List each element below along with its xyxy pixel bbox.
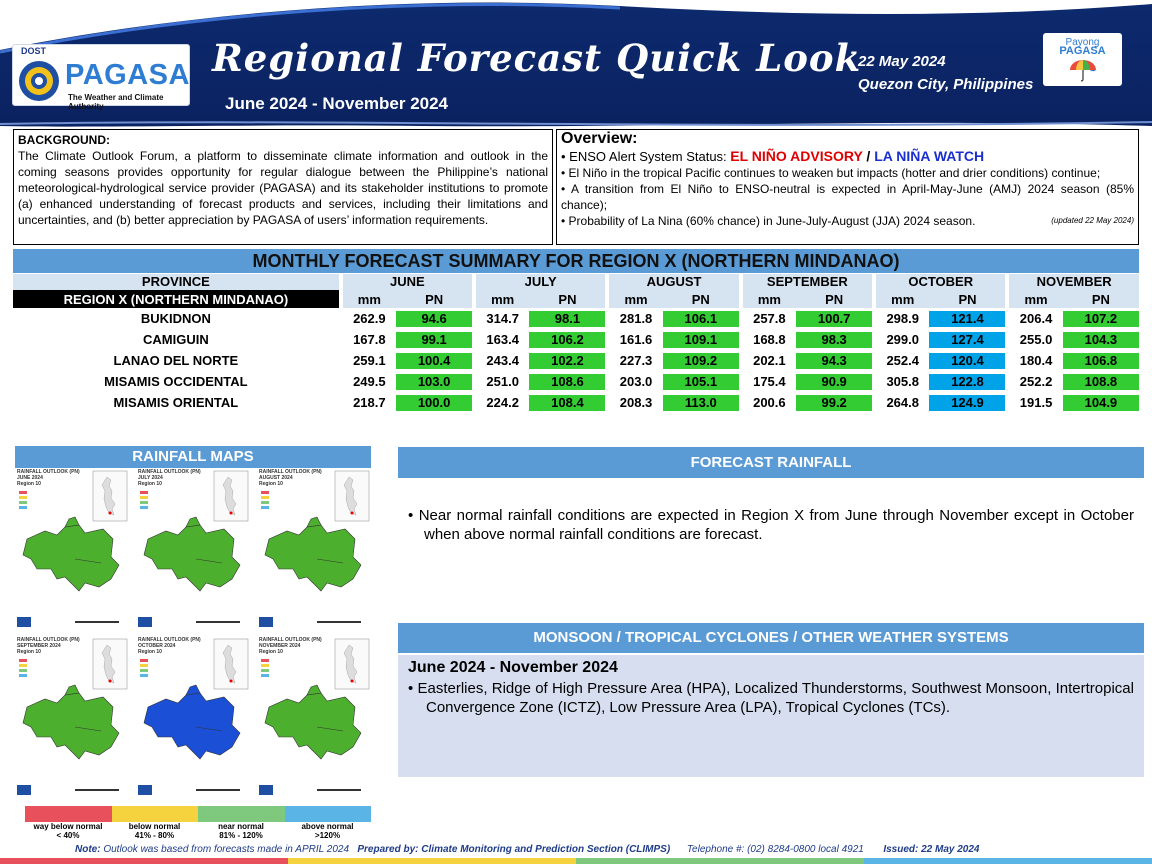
overview-title: Overview: (561, 130, 638, 147)
monsoon-title: MONSOON / TROPICAL CYCLONES / OTHER WEATHER SYSTEMS (398, 623, 1144, 653)
unit-header-row (13, 290, 1139, 308)
pn-value: 109.2 (663, 353, 739, 369)
legend-category: below normal (128, 822, 181, 831)
mm-header: mm (476, 290, 530, 308)
rainfall-legend (25, 806, 371, 822)
legend-swatch (25, 806, 112, 822)
mm-cell: 305.8 (886, 374, 919, 389)
mm-cell: 264.8 (886, 395, 919, 410)
background-title: BACKGROUND: (18, 133, 110, 147)
legend-label (198, 822, 284, 840)
pn-value: 94.6 (396, 311, 472, 327)
mm-cell: 243.4 (486, 353, 519, 368)
background-text: The Climate Outlook Forum, a platform to disseminate climate information and outlook in the coming seasons provides opportunity for regular dialogue between the Philippine’s national meteorological-hydrological service provider (PAGASA) and its stakeholder institutions to promote (a) enhanced understanding of forecast products and services, including their limitations and uncertainties, and (b) better appreciation by PAGASA of users’ information requirements. (18, 149, 548, 227)
payong-pagasa-label: PAGASA (1059, 45, 1106, 57)
legend-category: way below normal (33, 822, 103, 831)
month-header-row (13, 274, 1139, 290)
issue-place: Quezon City, Philippines (858, 76, 1034, 93)
forecast-rainfall-text: • Near normal rainfall conditions are expected in Region X from June through November except in October when above normal rainfall conditions are forecast. (408, 507, 1134, 543)
pn-value: 106.2 (529, 332, 605, 348)
pn-value: 98.1 (529, 311, 605, 327)
pn-header: PN (529, 290, 605, 308)
pn-cell (929, 308, 1005, 329)
month-header: AUGUST (609, 274, 739, 290)
pn-value: 100.0 (396, 395, 472, 411)
pn-value: 121.4 (929, 311, 1005, 327)
page-title: Regional Forecast Quick Look (212, 36, 862, 80)
month-header: NOVEMBER (1009, 274, 1139, 290)
forecast-period: June 2024 - November 2024 (225, 94, 449, 113)
table-row (13, 329, 1139, 350)
pn-cell (396, 308, 472, 329)
enso-status-el-nino: EL NIÑO ADVISORY (730, 148, 863, 164)
legend-range: >120% (314, 831, 341, 840)
pn-cell (1063, 350, 1139, 371)
pn-value: 106.1 (663, 311, 739, 327)
pagasa-wordmark: PAGASA (65, 59, 190, 91)
rainfall-map-header: RAINFALL OUTLOOK (PN) JULY 2024 Region 10 (138, 469, 201, 487)
mm-cell: 227.3 (619, 353, 653, 368)
updated-note: (updated 22 May 2024) (1051, 216, 1134, 225)
legend-label (285, 822, 371, 840)
mm-cell: 203.0 (619, 374, 653, 389)
mm-cell: 224.2 (486, 395, 519, 410)
mm-header: mm (876, 290, 930, 308)
rainfall-map-header: RAINFALL OUTLOOK (PN) NOVEMBER 2024 Region 10 (259, 637, 322, 655)
pn-value: 102.2 (529, 353, 605, 369)
enso-status-label: • ENSO Alert System Status: (561, 149, 731, 164)
region-map-graphic (136, 637, 250, 799)
mm-cell: 191.5 (1019, 395, 1053, 410)
mm-cell: 299.0 (886, 332, 919, 347)
rainfall-maps-title: RAINFALL MAPS (15, 446, 371, 468)
pn-cell (929, 392, 1005, 413)
pn-cell (929, 371, 1005, 392)
overview-bullet: • Probability of La Nina (60% chance) in June-July-August (JJA) 2024 season. (561, 214, 976, 228)
overview-bullet: • A transition from El Niño to ENSO-neutral is expected in April-May-June (AMJ) 2024 season (85% chance); (561, 182, 1134, 212)
pn-cell (929, 329, 1005, 350)
province-cell: BUKIDNON (140, 311, 211, 326)
pn-cell (529, 329, 605, 350)
pn-value: 105.1 (663, 374, 739, 390)
region-map-graphic (136, 469, 250, 631)
enso-status-line (561, 148, 1134, 165)
enso-status-la-nina: LA NIÑA WATCH (874, 148, 985, 164)
payong-pagasa-logo (1043, 33, 1122, 86)
pn-value: 104.3 (1063, 332, 1139, 348)
mm-cell: 206.4 (1019, 311, 1053, 326)
pn-cell (529, 371, 605, 392)
enso-status-separator: / (862, 148, 875, 164)
rainfall-map-header: RAINFALL OUTLOOK (PN) SEPTEMBER 2024 Region 10 (17, 637, 80, 655)
pn-cell (396, 371, 472, 392)
forecast-table-body (13, 308, 1139, 413)
pn-value: 107.2 (1063, 311, 1139, 327)
mm-header: mm (609, 290, 663, 308)
payong-label: Payong (1065, 37, 1100, 48)
rainfall-map-header: RAINFALL OUTLOOK (PN) JUNE 2024 Region 10 (17, 469, 80, 487)
pn-value: 94.3 (796, 353, 872, 369)
overview-panel (556, 129, 1139, 245)
monsoon-panel (398, 655, 1144, 777)
pn-cell (796, 308, 872, 329)
pn-cell (396, 392, 472, 413)
table-row (13, 308, 1139, 329)
mm-cell: 218.7 (353, 395, 386, 410)
pn-cell (663, 350, 739, 371)
mm-cell: 161.6 (619, 332, 653, 347)
note-text: Outlook was based from forecasts made in APRIL 2024 (100, 844, 350, 855)
mm-cell: 252.4 (886, 353, 919, 368)
pn-value: 120.4 (929, 353, 1005, 369)
background-panel (13, 129, 553, 245)
mm-cell: 200.6 (753, 395, 786, 410)
pn-cell (1063, 329, 1139, 350)
pagasa-seal-icon (17, 59, 61, 103)
pn-cell (529, 350, 605, 371)
table-row (13, 392, 1139, 413)
pn-cell (796, 371, 872, 392)
table-row (13, 371, 1139, 392)
region-map-graphic (257, 469, 371, 631)
note-label: Note: (75, 844, 101, 855)
pn-value: 106.8 (1063, 353, 1139, 369)
rainfall-map (257, 637, 371, 799)
umbrella-icon (1068, 58, 1098, 82)
footer-color-bar (0, 858, 1152, 864)
mm-cell: 208.3 (619, 395, 653, 410)
pn-cell (1063, 308, 1139, 329)
region-map-graphic (257, 637, 371, 799)
pagasa-logo (12, 44, 190, 111)
pn-cell (663, 392, 739, 413)
pn-header: PN (929, 290, 1005, 308)
pn-value: 90.9 (796, 374, 872, 390)
mm-cell: 314.7 (486, 311, 519, 326)
pn-cell (1063, 371, 1139, 392)
mm-cell: 251.0 (486, 374, 519, 389)
legend-label (25, 822, 111, 840)
mm-header: mm (343, 290, 397, 308)
pn-value: 108.6 (529, 374, 605, 390)
pn-cell (1063, 392, 1139, 413)
legend-range: < 40% (56, 831, 80, 840)
mm-cell: 252.2 (1019, 374, 1053, 389)
month-header: SEPTEMBER (743, 274, 873, 290)
pn-value: 127.4 (929, 332, 1005, 348)
legend-range: 41% - 80% (134, 831, 175, 840)
pn-cell (929, 350, 1005, 371)
forecast-table-title: MONTHLY FORECAST SUMMARY FOR REGION X (NORTHERN MINDANAO) (13, 249, 1139, 273)
pn-header: PN (663, 290, 739, 308)
mm-cell: 175.4 (753, 374, 786, 389)
mm-cell: 257.8 (753, 311, 786, 326)
forecast-rainfall-title: FORECAST RAINFALL (398, 447, 1144, 478)
pn-value: 98.3 (796, 332, 872, 348)
dost-label: DOST (21, 46, 47, 56)
pn-value: 124.9 (929, 395, 1005, 411)
mm-cell: 281.8 (619, 311, 653, 326)
month-header: OCTOBER (876, 274, 1006, 290)
rainfall-map (15, 637, 129, 799)
mm-cell: 259.1 (353, 353, 386, 368)
pagasa-tagline: The Weather and Climate Authority (68, 93, 164, 111)
month-header: JULY (476, 274, 606, 290)
issued-date: Issued: 22 May 2024 (883, 844, 980, 855)
rainfall-map (15, 469, 129, 631)
pn-value: 103.0 (396, 374, 472, 390)
pn-cell (396, 350, 472, 371)
legend-label (112, 822, 198, 840)
mm-cell: 202.1 (753, 353, 786, 368)
pn-cell (663, 308, 739, 329)
monsoon-period: June 2024 - November 2024 (408, 659, 618, 676)
mm-cell: 163.4 (486, 332, 519, 347)
mm-cell: 255.0 (1019, 332, 1053, 347)
mm-cell: 180.4 (1019, 353, 1053, 368)
header-banner (0, 0, 1152, 128)
rainfall-map (136, 469, 250, 631)
mm-cell: 298.9 (886, 311, 919, 326)
province-cell: MISAMIS OCCIDENTAL (104, 374, 248, 389)
province-cell: MISAMIS ORIENTAL (113, 395, 239, 410)
legend-swatch (285, 806, 372, 822)
rainfall-map (136, 637, 250, 799)
pn-value: 100.4 (396, 353, 472, 369)
pn-cell (796, 350, 872, 371)
legend-range: 81% - 120% (219, 831, 263, 840)
rainfall-map-header: RAINFALL OUTLOOK (PN) OCTOBER 2024 Region 10 (138, 637, 201, 655)
pn-cell (663, 371, 739, 392)
pn-header: PN (796, 290, 872, 308)
pn-value: 104.9 (1063, 395, 1139, 411)
pn-value: 122.8 (929, 374, 1005, 390)
legend-swatch (198, 806, 285, 822)
pn-cell (796, 392, 872, 413)
legend-swatch (112, 806, 199, 822)
issue-date: 22 May 2024 (858, 53, 946, 70)
mm-cell: 167.8 (353, 332, 386, 347)
pn-value: 113.0 (663, 395, 739, 411)
month-header: JUNE (343, 274, 473, 290)
forecast-summary-table (13, 274, 1139, 413)
overview-bullet: • El Niño in the tropical Pacific continues to weaken but impacts (hotter and drier conditions) continue; (561, 166, 1101, 180)
mm-cell: 168.8 (753, 332, 786, 347)
region-map-graphic (15, 469, 129, 631)
table-row (13, 350, 1139, 371)
mm-header: mm (743, 290, 797, 308)
mm-header: mm (1009, 290, 1063, 308)
telephone: Telephone #: (02) 8284-0800 local 4921 (686, 844, 864, 855)
pn-cell (663, 329, 739, 350)
province-cell: CAMIGUIN (143, 332, 209, 347)
overview-bullet-last (561, 213, 1134, 229)
pn-cell (529, 392, 605, 413)
pn-value: 108.8 (1063, 374, 1139, 390)
pn-cell (796, 329, 872, 350)
province-header: PROVINCE (13, 274, 339, 290)
pn-value: 99.1 (396, 332, 472, 348)
footer (75, 844, 979, 855)
pn-value: 109.1 (663, 332, 739, 348)
region-map-graphic (15, 637, 129, 799)
pn-value: 99.2 (796, 395, 872, 411)
legend-category: above normal (301, 822, 354, 831)
pn-header: PN (396, 290, 472, 308)
province-cell: LANAO DEL NORTE (113, 353, 239, 368)
pn-header: PN (1063, 290, 1139, 308)
rainfall-map-grid (15, 469, 371, 804)
rainfall-map-header: RAINFALL OUTLOOK (PN) AUGUST 2024 Region 10 (259, 469, 322, 487)
region-label: REGION X (NORTHERN MINDANAO) (13, 290, 339, 308)
legend-category: near normal (218, 822, 264, 831)
pn-value: 108.4 (529, 395, 605, 411)
mm-cell: 249.5 (353, 374, 386, 389)
rainfall-map (257, 469, 371, 631)
pn-cell (529, 308, 605, 329)
pn-cell (396, 329, 472, 350)
mm-cell: 262.9 (353, 311, 386, 326)
monsoon-text: • Easterlies, Ridge of High Pressure Area (HPA), Localized Thunderstorms, Southwest Monsoon, Intertropical Convergence Zone (ICTZ), Low Pressure Area (LPA), Tropical Cyclones (TCs). (408, 680, 1134, 716)
pn-value: 100.7 (796, 311, 872, 327)
prepared-by: Prepared by: Climate Monitoring and Prediction Section (CLIMPS) (357, 844, 671, 855)
